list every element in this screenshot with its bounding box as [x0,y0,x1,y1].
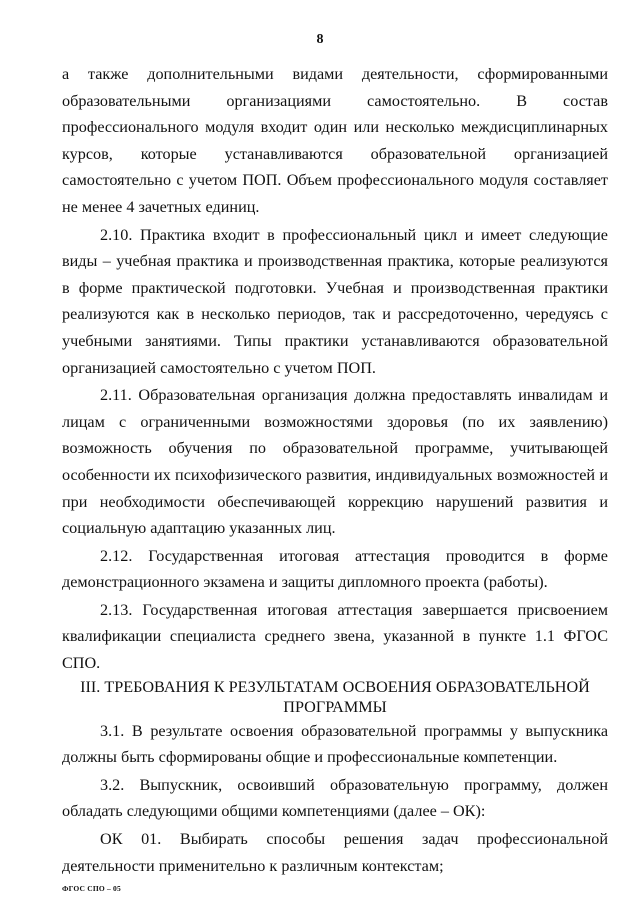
paragraph-2-12: 2.12. Государственная итоговая аттестация проводится в форме демонстрационного экзамена и защиты дипломного проекта (работы). [62,546,608,592]
footer-document-code: ФГОС СПО – 05 [62,884,121,893]
paragraph-continuation: а также дополнительными видами деятельности, сформированными образовательными организациями самостоятельно. В состав профессионального модуля входит один или несколько междисциплинарных курсов, которые устанавливаются образовательной организацией самостоятельно с учетом ПОП. Объем профессионального модуля составляет не менее 4 зачетных единиц. [62,65,608,216]
document-body [62,61,608,879]
section-heading: III. ТРЕБОВАНИЯ К РЕЗУЛЬТАТАМ ОСВОЕНИЯ ОБРАЗОВАТЕЛЬНОЙ ПРОГРАММЫ [80,677,590,716]
page-number: 8 [316,32,324,47]
paragraph-2-10: 2.10. Практика входит в профессиональный цикл и имеет следующие виды – учебная практика и производственная практика, которые реализуются в форме практической подготовки. Учебная и производственная практики реализуются как в несколько периодов, так и рассредоточенно, чередуясь с учебными занятиями. Типы практики устанавливаются образовательной организацией самостоятельно с учетом ПОП. [62,225,608,377]
paragraph-ok-01: ОК 01. Выбирать способы решения задач профессиональной деятельности применительно к различным контекстам; [62,830,608,875]
paragraph-3-2: 3.2. Выпускник, освоивший образовательную программу, должен обладать следующими общими компетенциями (далее – ОК): [62,775,608,821]
paragraph-2-11: 2.11. Образовательная организация должна предоставлять инвалидам и лицам с ограниченными возможностями здоровья (по их заявлению) возможность обучения по образовательной программе, учитывающей особенности их психофизического развития, индивидуальных возможностей и при необходимости обеспечивающей коррекцию нарушений развития и социальную адаптацию указанных лиц. [62,386,608,538]
paragraph-3-1: 3.1. В результате освоения образовательной программы у выпускника должны быть сформированы общие и профессиональные компетенции. [62,721,608,767]
paragraph-2-13: 2.13. Государственная итоговая аттестация завершается присвоением квалификации специалиста среднего звена, указанной в пункте 1.1 ФГОС СПО. [62,600,608,673]
